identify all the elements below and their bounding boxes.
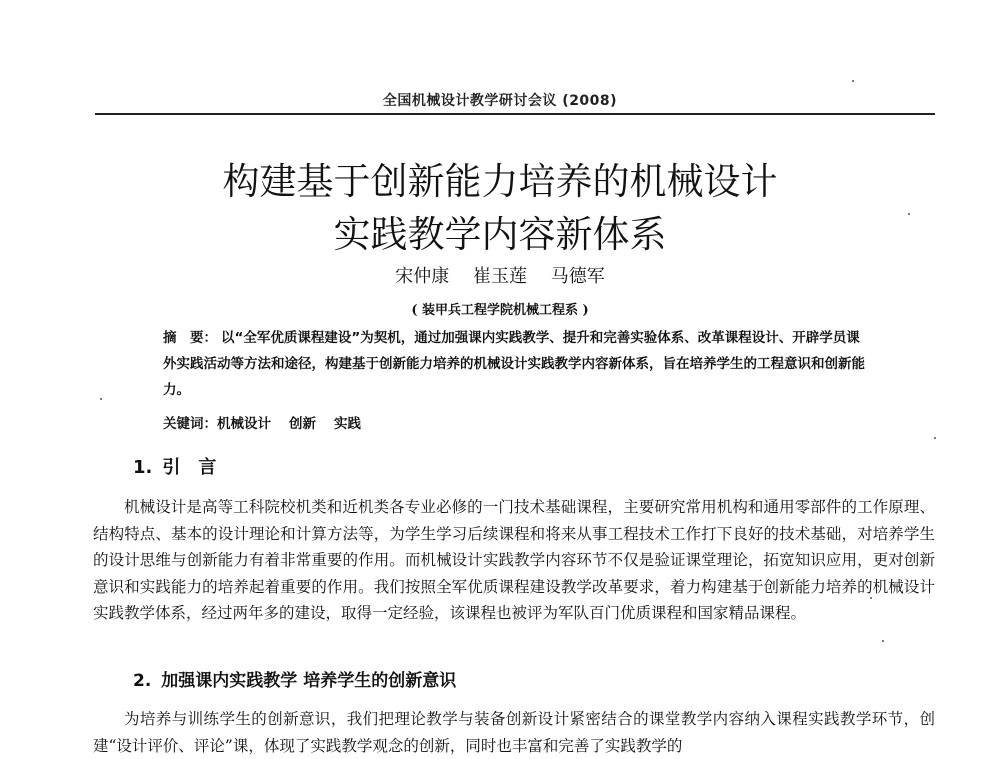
author-list — [0, 262, 1000, 288]
section-title-2: 加强课内实践教学 培养学生的创新意识 — [161, 671, 457, 691]
paper-title-line-1: 构建基于创新能力培养的机械设计 — [222, 160, 778, 203]
section-number-2: 2. — [133, 671, 152, 691]
abstract — [163, 325, 873, 403]
scan-speck — [882, 640, 884, 642]
keywords-label: 关键词： — [163, 416, 217, 432]
running-header: 全国机械设计教学研讨会议 (2008) — [382, 93, 618, 109]
section-2-paragraph: 为培养与训练学生的创新意识，我们把理论教学与装备创新设计紧密结合的课堂教学内容纳入课程实践教学环节，创建“设计评价、评论”课，体现了实践教学观念的创新，同时也丰富和完善了实践教学的 — [93, 710, 935, 755]
author-3: 马德军 — [550, 266, 605, 287]
keyword-3: 实践 — [334, 416, 361, 432]
keyword-2: 创新 — [289, 416, 316, 432]
scan-speck — [908, 213, 910, 215]
paper-title-line-2: 实践教学内容新体系 — [333, 213, 667, 256]
section-number-1: 1. — [133, 457, 153, 478]
abstract-text: 以“全军优质课程建设”为契机，通过加强课内实践教学、提升和完善实验体系、改革课程设计、开辟学员课外实践活动等方法和途径，构建基于创新能力培养的机械设计实践教学内容新体系，旨在培养学生的工程意识和创新能力。 — [163, 330, 865, 398]
affiliation: ( 装甲兵工程学院机械工程系 ) — [411, 303, 589, 318]
section-title-1: 引 言 — [162, 457, 217, 478]
section-heading-1 — [133, 453, 216, 479]
scan-speck — [934, 437, 936, 439]
abstract-label: 摘 要： — [163, 330, 217, 346]
scan-speck — [100, 398, 102, 400]
section-heading-2 — [133, 666, 456, 691]
header-rule — [95, 113, 935, 115]
keywords — [163, 412, 379, 432]
scan-speck — [870, 597, 872, 599]
section-1-paragraph: 机械设计是高等工科院校机类和近机类各专业必修的一门技术基础课程，主要研究常用机构和通用零部件的工作原理、结构特点、基本的设计理论和计算方法等，为学生学习后续课程和将来从事工程技术工作打下良好的技术基础，对培养学生的设计思维与创新能力有着非常重要的作用。而机械设计实践教学内容环节不仅是验证课堂理论，拓宽知识应用，更对创新意识和实践能力的培养起着重要的作用。我们按照全军优质课程建设教学改革要求，着力构建基于创新能力培养的机械设计实践教学体系，经过两年多的建设，取得一定经验，该课程也被评为军队百门优质课程和国家精品课程。 — [93, 498, 935, 622]
keyword-1: 机械设计 — [217, 416, 271, 432]
author-2: 崔玉莲 — [473, 266, 527, 287]
scan-speck — [852, 80, 854, 82]
author-1: 宋仲康 — [395, 266, 450, 287]
